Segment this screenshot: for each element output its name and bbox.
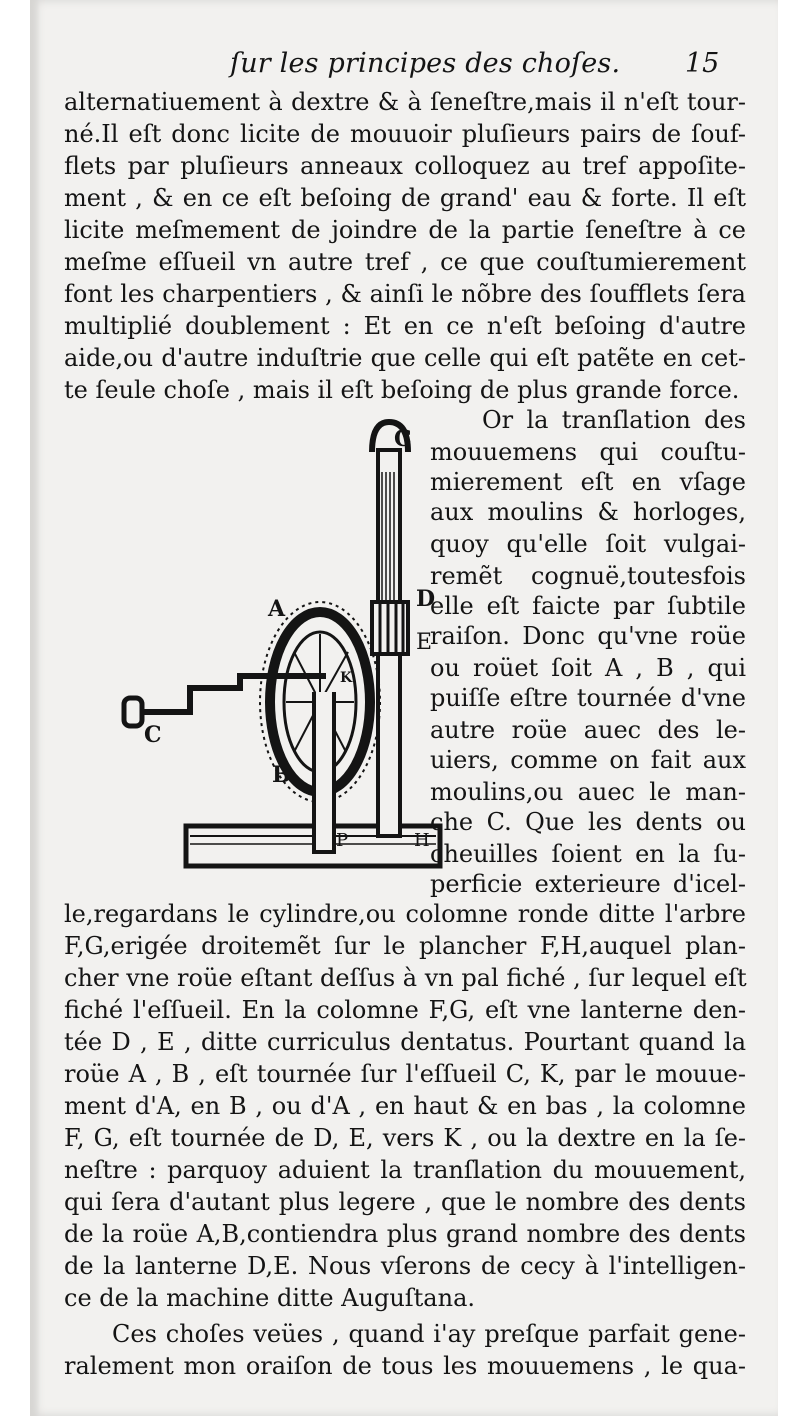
text-line: fiché l'eſſueil. En la colomne F,G, eſt vne lanterne den-	[64, 996, 746, 1024]
text-line: de la roüe A,B,contiendra plus grand nombre des dents	[64, 1220, 746, 1248]
text-line: te ſeule choſe , mais il eſt beſoing de plus grande force.	[64, 376, 740, 404]
text-line: quoy qu'elle ſoit vulgai-	[430, 530, 746, 558]
text-line: ment d'A, en B , ou d'A , en haut & en bas , la colomne	[64, 1092, 746, 1120]
label-e: E	[416, 630, 433, 655]
label-a: A	[268, 596, 286, 622]
text-line: neſtre : parquoy aduient la tranſlation du mouuement,	[64, 1156, 746, 1184]
text-line: Or la tranſlation des	[482, 406, 746, 434]
text-line: che C. Que les dents ou	[430, 808, 746, 836]
text-line: moulins,ou auec le man-	[430, 778, 746, 806]
text-line: raiſon. Donc qu'vne roüe	[430, 622, 746, 650]
label-b: B	[272, 762, 291, 788]
label-c-top: C	[394, 426, 412, 452]
text-line: autre roüe auec des le-	[430, 716, 746, 744]
text-line: perficie exterieure d'icel-	[430, 870, 746, 898]
text-line: ralement mon oraiſon de tous les mouuemens , le qua-	[64, 1352, 746, 1380]
text-line: roüe A , B , eſt tournée ſur l'eſſueil C, K, par le mouue-	[64, 1060, 746, 1088]
text-line: de la lanterne D,E. Nous vſerons de cecy à l'intelligen-	[64, 1252, 746, 1280]
text-line: né.Il eſt donc licite de mouuoir pluſieurs pairs de ſouf-	[64, 120, 746, 148]
text-line: ce de la machine ditte Auguſtana.	[64, 1284, 476, 1312]
text-line: F, G, eſt tournée de D, E, vers K , ou la dextre en la ſe-	[64, 1124, 746, 1152]
text-line: F,G,erigée droitemẽt ſur le plancher F,H,auquel plan-	[64, 932, 746, 960]
woodcut-figure	[90, 412, 470, 882]
text-line: cher vne roüe eſtant deſſus à vn pal fiché , ſur lequel eſt	[64, 964, 747, 992]
label-k: K	[340, 670, 353, 686]
label-c-left: C	[144, 722, 162, 748]
text-line: meſme eſſueil vn autre tref , ce que couſtumierement	[64, 248, 746, 276]
text-line: cheuilles ſoient en la ſu-	[430, 840, 746, 868]
text-line: elle eſt faicte par ſubtile	[430, 592, 746, 620]
text-line: puiſſe eſtre tournée d'vne	[430, 684, 746, 712]
crank-handle	[130, 676, 326, 712]
text-line: aide,ou d'autre induſtrie que celle qui eſt patẽte en cet-	[64, 344, 746, 372]
text-line: remẽt cognuë,toutesfois	[430, 562, 746, 590]
text-line: tée D , E , ditte curriculus dentatus. Pourtant quand la	[64, 1028, 746, 1056]
text-line: le,regardans le cylindre,ou colomne ronde ditte l'arbre	[64, 900, 746, 928]
page-number: 15	[685, 48, 720, 79]
running-title: ſur les principes des choſes.	[230, 48, 621, 79]
wheel-lantern-illustration	[90, 412, 470, 882]
text-line: qui ſera d'autant plus legere , que le nombre des dents	[64, 1188, 746, 1216]
text-line: licite meſmement de joindre de la partie ſeneſtre à ce	[64, 216, 746, 244]
text-line: ou roüet ſoit A , B , qui	[430, 654, 746, 682]
text-line: multiplié doublement : Et en ce n'eſt beſoing d'autre	[64, 312, 746, 340]
text-line: aux moulins & horloges,	[430, 498, 746, 526]
text-line: uiers, comme on fait aux	[430, 746, 746, 774]
text-line: flets par pluſieurs anneaux colloquez au tref appoſite-	[64, 152, 746, 180]
text-line: mierement eſt en vſage	[430, 468, 746, 496]
label-h: H	[414, 830, 430, 851]
label-p: P	[336, 830, 349, 851]
support-post	[314, 692, 334, 852]
text-line: Ces choſes veües , quand i'ay preſque parfait gene-	[112, 1320, 746, 1348]
book-page	[30, 0, 778, 1416]
text-line: ment , & en ce eſt beſoing de grand' eau & forte. Il eſt	[64, 184, 746, 212]
text-line: alternatiuement à dextre & à ſeneſtre,mais il n'eſt tour-	[64, 88, 746, 116]
label-d: D	[416, 586, 436, 612]
text-line: font les charpentiers , & ainſi le nõbre des ſoufflets ſera	[64, 280, 746, 308]
text-line: mouuemens qui couſtu-	[430, 438, 746, 466]
